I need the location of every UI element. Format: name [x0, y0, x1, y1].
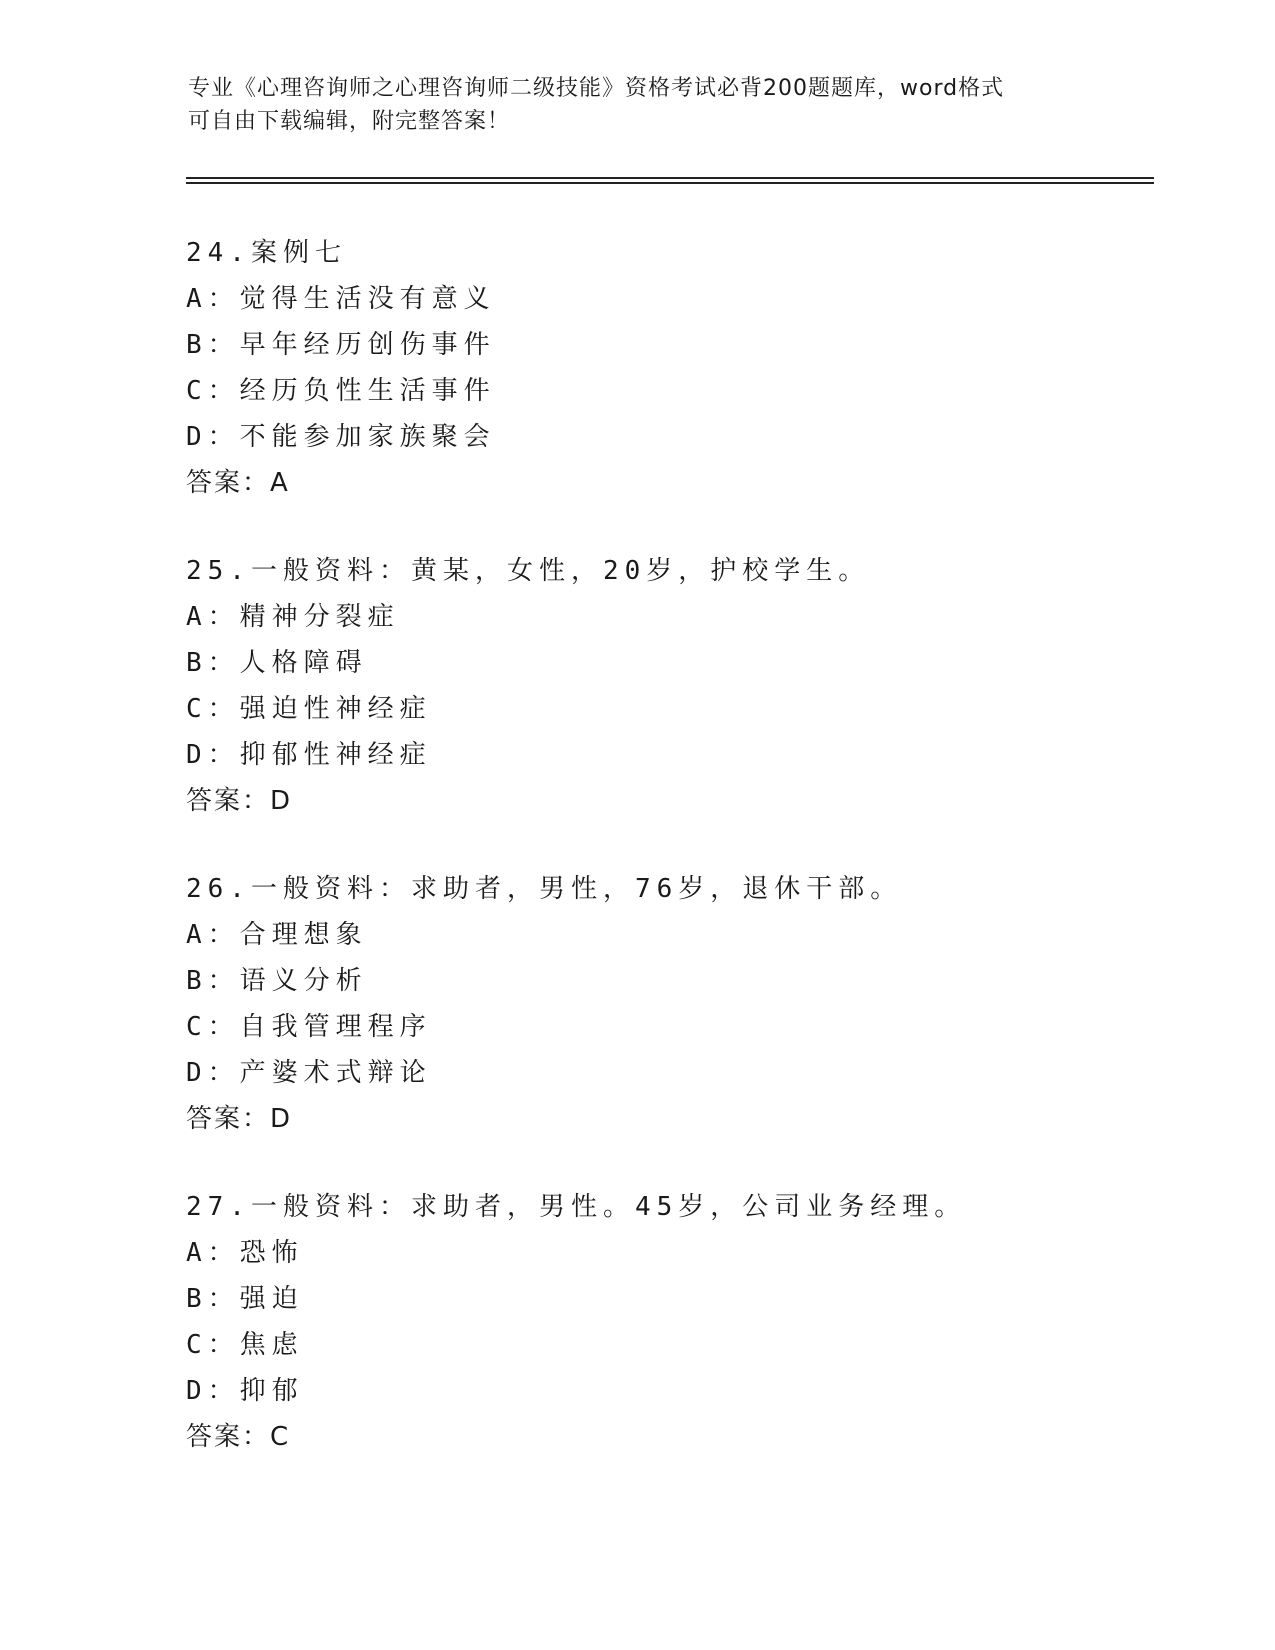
question-stem: 25.一般资料：黄某，女性，20岁，护校学生。	[186, 556, 871, 586]
answer: 答案：D	[186, 786, 293, 816]
question-stem: 24.案例七	[186, 238, 347, 268]
question-stem: 26.一般资料：求助者，男性，76岁，退休干部。	[186, 874, 903, 904]
header-line-1: 专业《心理咨询师之心理咨询师二级技能》资格考试必背200题题库，word格式	[188, 76, 1005, 101]
option-d: D：抑郁	[186, 1376, 304, 1406]
option-a: A：精神分裂症	[186, 602, 400, 632]
option-b: B：人格障碍	[186, 648, 368, 678]
answer: 答案：A	[186, 468, 290, 498]
question-26	[186, 866, 1146, 1142]
question-25	[186, 548, 1146, 824]
option-b: B：早年经历创伤事件	[186, 330, 496, 360]
option-a: A：恐怖	[186, 1238, 304, 1268]
option-c: C：经历负性生活事件	[186, 376, 496, 406]
option-c: C：强迫性神经症	[186, 694, 432, 724]
document-header	[188, 72, 1088, 138]
header-divider-bottom	[186, 182, 1154, 184]
question-24	[186, 230, 1146, 506]
question-stem: 27.一般资料：求助者，男性。45岁，公司业务经理。	[186, 1192, 967, 1222]
option-b: B：强迫	[186, 1284, 304, 1314]
header-line-2: 可自由下载编辑，附完整答案！	[188, 109, 511, 134]
question-list	[186, 230, 1146, 1502]
question-27	[186, 1184, 1146, 1460]
option-d: D：抑郁性神经症	[186, 740, 432, 770]
option-a: A：合理想象	[186, 920, 368, 950]
option-c: C：焦虑	[186, 1330, 304, 1360]
answer: 答案：C	[186, 1422, 291, 1452]
option-d: D：不能参加家族聚会	[186, 422, 496, 452]
answer: 答案：D	[186, 1104, 293, 1134]
option-d: D：产婆术式辩论	[186, 1058, 432, 1088]
header-divider-top	[186, 177, 1154, 179]
option-b: B：语义分析	[186, 966, 368, 996]
option-a: A：觉得生活没有意义	[186, 284, 496, 314]
option-c: C：自我管理程序	[186, 1012, 432, 1042]
